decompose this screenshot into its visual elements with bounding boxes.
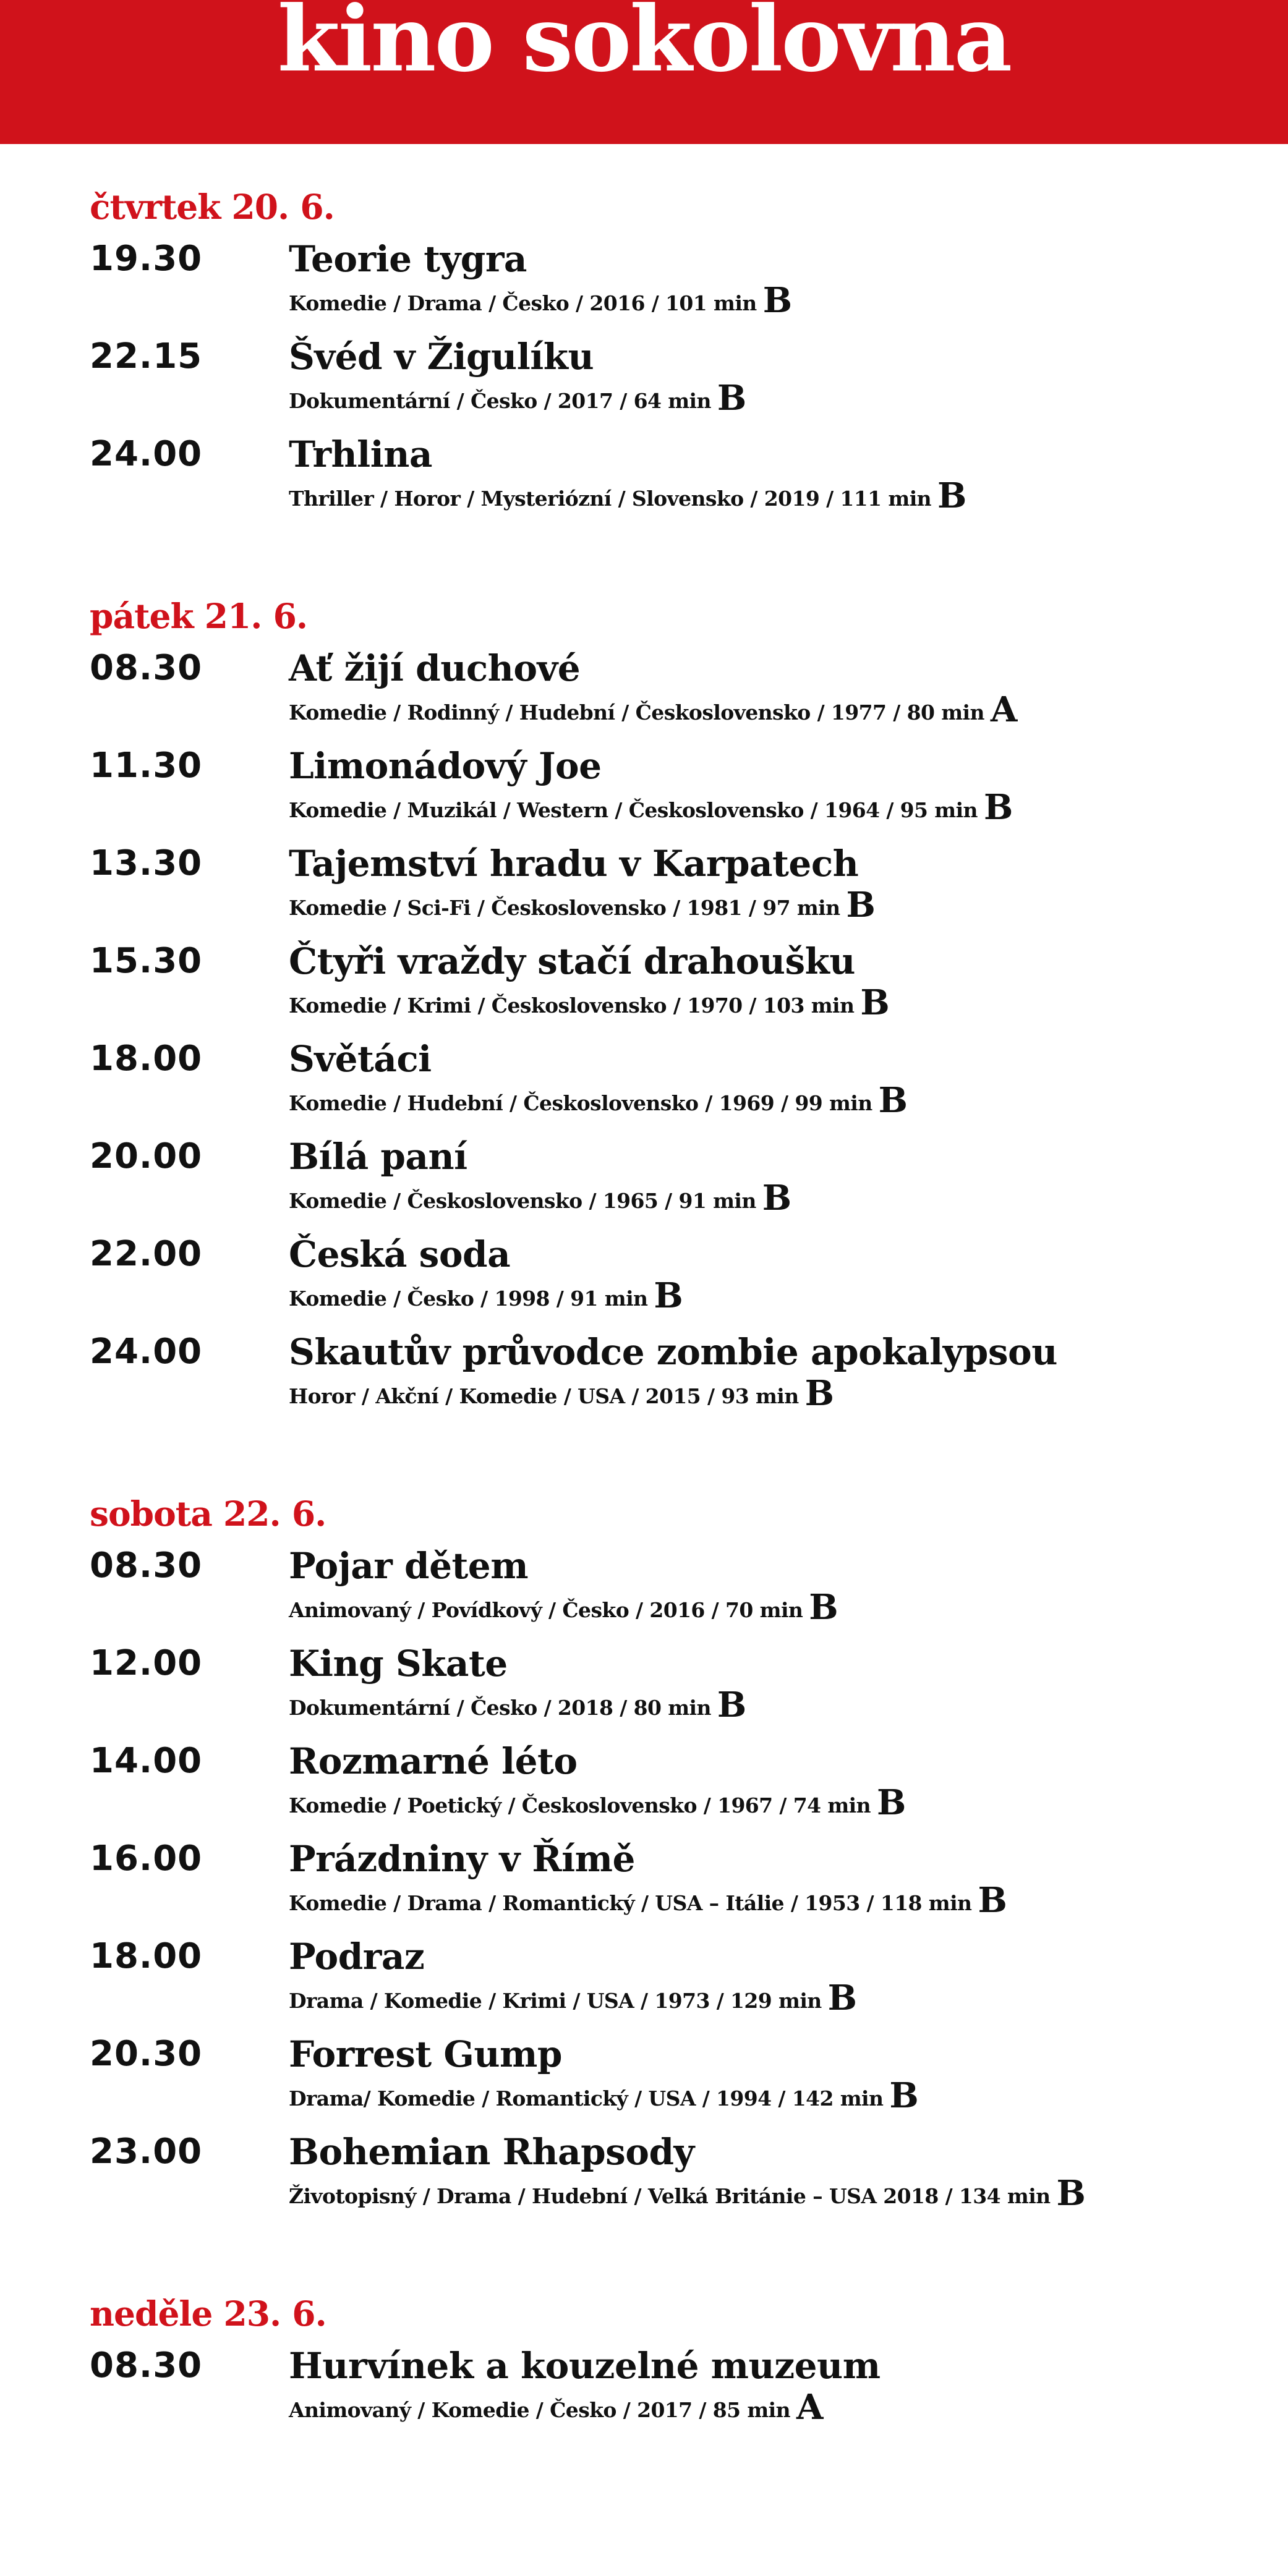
screening-info bbox=[289, 1741, 1265, 1839]
age-rating-badge: B bbox=[878, 1080, 908, 1121]
film-title: Hurvínek a kouzelné muzeum bbox=[289, 2345, 881, 2387]
film-title: Švéd v Žigulíku bbox=[289, 336, 594, 378]
screening-info bbox=[289, 1039, 1265, 1137]
screening-info bbox=[289, 1644, 1265, 1741]
age-rating-badge: B bbox=[978, 1880, 1007, 1921]
film-details bbox=[289, 2075, 1265, 2117]
screening-row bbox=[90, 2132, 1265, 2230]
screening-time: 22.00 bbox=[90, 1234, 203, 1274]
film-title: Bohemian Rhapsody bbox=[289, 2131, 694, 2173]
screening-time: 14.00 bbox=[90, 1741, 203, 1781]
age-rating-badge: B bbox=[809, 1587, 838, 1628]
film-title: Ať žijí duchové bbox=[289, 647, 581, 689]
film-details bbox=[289, 1782, 1265, 1824]
screening-row bbox=[90, 746, 1265, 844]
screening-time: 22.15 bbox=[90, 336, 203, 376]
screening-info bbox=[289, 1937, 1265, 2034]
age-rating-badge: B bbox=[983, 787, 1013, 828]
film-details bbox=[289, 1980, 1265, 2019]
day-heading: pátek 21. 6. bbox=[90, 596, 307, 636]
screening-time: 18.00 bbox=[90, 1936, 203, 1976]
film-details bbox=[289, 280, 1265, 321]
screening-row bbox=[90, 1546, 1265, 1644]
film-meta-text: Drama/ Komedie / Romantický / USA / 1994 / 142 min bbox=[289, 2086, 884, 2111]
screening-row bbox=[90, 337, 1265, 435]
screening-info bbox=[289, 337, 1265, 435]
screening-info bbox=[289, 746, 1265, 844]
film-meta-text: Komedie / Česko / 1998 / 91 min bbox=[289, 1286, 648, 1311]
screening-time: 20.00 bbox=[90, 1136, 203, 1176]
film-title: Trhlina bbox=[289, 433, 432, 475]
age-rating-badge: B bbox=[804, 1373, 834, 1414]
screening-info bbox=[289, 1546, 1265, 1644]
film-title: Čtyři vraždy stačí drahoušku bbox=[289, 940, 855, 982]
film-title: Podraz bbox=[289, 1936, 425, 1978]
screening-time: 08.30 bbox=[90, 2345, 203, 2386]
age-rating-badge: A bbox=[990, 689, 1017, 730]
screening-info bbox=[289, 1839, 1265, 1937]
screening-row bbox=[90, 1235, 1265, 1332]
film-details bbox=[289, 1882, 1265, 1921]
film-meta-text: Komedie / Rodinný / Hudební / Československo / 1977 / 80 min bbox=[289, 700, 984, 725]
film-details bbox=[289, 1180, 1265, 1219]
screening-time: 24.00 bbox=[90, 434, 203, 474]
film-details bbox=[289, 2175, 1265, 2214]
film-meta-text: Komedie / Krimi / Československo / 1970 / 103 min bbox=[289, 993, 855, 1018]
screening-time: 20.30 bbox=[90, 2034, 203, 2074]
film-details bbox=[289, 1275, 1265, 1317]
film-details bbox=[289, 689, 1265, 731]
age-rating-badge: B bbox=[717, 378, 746, 419]
screening-info bbox=[289, 1235, 1265, 1332]
film-details bbox=[289, 1082, 1265, 1121]
film-title: Skautův průvodce zombie apokalypsou bbox=[289, 1331, 1057, 1373]
film-meta-text: Komedie / Drama / Romantický / USA – Itálie / 1953 / 118 min bbox=[289, 1891, 972, 1915]
page-title: kino sokolovna bbox=[277, 0, 1011, 92]
day-section bbox=[90, 1494, 1265, 2230]
screening-row bbox=[90, 1644, 1265, 1741]
screening-info bbox=[289, 2346, 1265, 2444]
age-rating-badge: B bbox=[1056, 2173, 1086, 2214]
screening-row bbox=[90, 2034, 1265, 2132]
film-details bbox=[289, 1375, 1265, 1414]
film-meta-text: Horor / Akční / Komedie / USA / 2015 / 93 min bbox=[289, 1384, 799, 1408]
screening-info bbox=[289, 435, 1265, 532]
screening-row bbox=[90, 1839, 1265, 1937]
film-details bbox=[289, 380, 1265, 419]
screening-info bbox=[289, 239, 1265, 337]
screening-time: 08.30 bbox=[90, 648, 203, 688]
age-rating-badge: A bbox=[796, 2387, 823, 2428]
age-rating-badge: B bbox=[762, 280, 792, 321]
film-details bbox=[289, 789, 1265, 828]
film-meta-text: Komedie / Drama / Česko / 2016 / 101 min bbox=[289, 291, 757, 315]
day-section bbox=[90, 187, 1265, 532]
screening-info bbox=[289, 942, 1265, 1039]
age-rating-badge: B bbox=[827, 1978, 857, 2018]
age-rating-badge: B bbox=[889, 2075, 919, 2116]
screening-row bbox=[90, 239, 1265, 337]
film-title: Limonádový Joe bbox=[289, 745, 602, 787]
film-title: Pojar dětem bbox=[289, 1545, 529, 1587]
film-title: Forrest Gump bbox=[289, 2033, 562, 2075]
film-meta-text: Dokumentární / Česko / 2017 / 64 min bbox=[289, 389, 711, 413]
film-title: Rozmarné léto bbox=[289, 1740, 578, 1782]
film-meta-text: Drama / Komedie / Krimi / USA / 1973 / 129 min bbox=[289, 1989, 822, 2013]
age-rating-badge: B bbox=[762, 1178, 791, 1218]
age-rating-badge: B bbox=[654, 1275, 683, 1316]
screening-time: 15.30 bbox=[90, 941, 203, 981]
film-title: Teorie tygra bbox=[289, 238, 527, 280]
screening-time: 13.30 bbox=[90, 843, 203, 883]
screening-time: 16.00 bbox=[90, 1838, 203, 1879]
film-meta-text: Komedie / Hudební / Československo / 1969 / 99 min bbox=[289, 1091, 872, 1115]
screening-info bbox=[289, 1137, 1265, 1235]
screening-row bbox=[90, 2346, 1265, 2444]
screening-time: 18.00 bbox=[90, 1039, 203, 1079]
screening-row bbox=[90, 1039, 1265, 1137]
film-title: Bílá paní bbox=[289, 1136, 467, 1178]
film-meta-text: Komedie / Muzikál / Western / Československo / 1964 / 95 min bbox=[289, 798, 978, 822]
film-meta-text: Komedie / Československo / 1965 / 91 min bbox=[289, 1189, 756, 1213]
film-title: Světáci bbox=[289, 1038, 432, 1080]
film-meta-text: Komedie / Sci-Fi / Československo / 1981 / 97 min bbox=[289, 896, 840, 920]
screening-row bbox=[90, 1937, 1265, 2034]
header-banner bbox=[0, 0, 1288, 144]
screening-time: 19.30 bbox=[90, 239, 203, 279]
screening-time: 08.30 bbox=[90, 1545, 203, 1586]
film-title: Česká soda bbox=[289, 1233, 511, 1275]
screening-info bbox=[289, 648, 1265, 746]
screening-time: 12.00 bbox=[90, 1643, 203, 1683]
film-details bbox=[289, 2389, 1265, 2428]
screening-info bbox=[289, 1332, 1265, 1430]
day-section bbox=[90, 2294, 1265, 2444]
screening-row bbox=[90, 942, 1265, 1039]
film-meta-text: Dokumentární / Česko / 2018 / 80 min bbox=[289, 1696, 711, 1720]
film-title: Prázdniny v Římě bbox=[289, 1838, 635, 1880]
screening-row bbox=[90, 844, 1265, 942]
screening-time: 23.00 bbox=[90, 2132, 203, 2172]
film-details bbox=[289, 1687, 1265, 1726]
age-rating-badge: B bbox=[846, 885, 876, 925]
screening-time: 24.00 bbox=[90, 1332, 203, 1372]
film-title: King Skate bbox=[289, 1643, 508, 1685]
film-details bbox=[289, 982, 1265, 1024]
film-meta-text: Animovaný / Komedie / Česko / 2017 / 85 min bbox=[289, 2398, 791, 2422]
screening-row bbox=[90, 1741, 1265, 1839]
age-rating-badge: B bbox=[877, 1782, 906, 1823]
program-schedule bbox=[90, 187, 1265, 2508]
film-details bbox=[289, 887, 1265, 926]
screening-row bbox=[90, 1137, 1265, 1235]
screening-info bbox=[289, 844, 1265, 942]
screening-row bbox=[90, 648, 1265, 746]
screening-info bbox=[289, 2034, 1265, 2132]
screening-time: 11.30 bbox=[90, 746, 203, 786]
film-meta-text: Thriller / Horor / Mysteriózní / Slovensko / 2019 / 111 min bbox=[289, 487, 932, 511]
screening-row bbox=[90, 435, 1265, 532]
film-meta-text: Komedie / Poetický / Československo / 1967 / 74 min bbox=[289, 1793, 871, 1817]
film-meta-text: Animovaný / Povídkový / Česko / 2016 / 70 min bbox=[289, 1598, 803, 1622]
day-section bbox=[90, 597, 1265, 1430]
day-heading: sobota 22. 6. bbox=[90, 1494, 326, 1534]
age-rating-badge: B bbox=[717, 1685, 746, 1725]
screening-row bbox=[90, 1332, 1265, 1430]
day-heading: neděle 23. 6. bbox=[90, 2293, 326, 2334]
day-heading: čtvrtek 20. 6. bbox=[90, 187, 335, 227]
film-meta-text: Životopisný / Drama / Hudební / Velká Británie – USA 2018 / 134 min bbox=[289, 2184, 1051, 2208]
film-details bbox=[289, 475, 1265, 517]
film-title: Tajemství hradu v Karpatech bbox=[289, 843, 859, 885]
screening-info bbox=[289, 2132, 1265, 2230]
age-rating-badge: B bbox=[937, 475, 966, 516]
film-details bbox=[289, 1589, 1265, 1628]
age-rating-badge: B bbox=[860, 982, 890, 1023]
